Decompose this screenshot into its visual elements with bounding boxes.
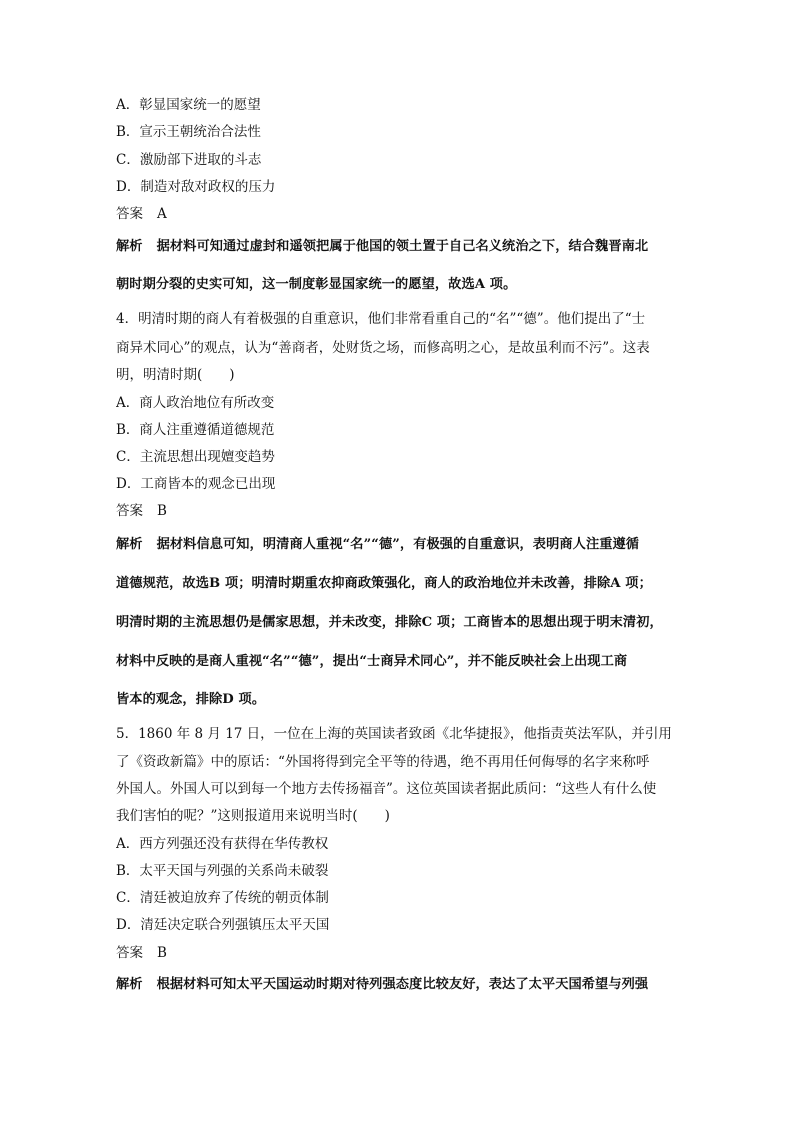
q5-analysis-line: 解析 根据材料可知太平天国运动时期对待列强态度比较友好，表达了太平天国希望与列强 (116, 977, 649, 992)
q5-stem-line: 了《资政新篇》中的原话：“外国将得到完全平等的待遇，绝不再用任何侮辱的名字来称呼 (116, 754, 650, 770)
q5-stem-line: 我们害怕的呢？”这则报道用来说明当时( ) (116, 808, 390, 824)
answer-value: B (157, 945, 167, 961)
q4-stem-line: 商异术同心”的观点，认为“善商者，处财货之场，而修高明之心，是故虽利而不污”。这表 (116, 340, 650, 356)
q3-option-a: A．彰显国家统一的愿望 (116, 97, 261, 113)
q4-analysis-line: 材料中反映的是商人重视“名”“德”，提出“士商异术同心”，并不能反映社会上出现工商 (116, 654, 628, 669)
q4-stem-line: 4．明清时期的商人有着极强的自重意识，他们非常看重自己的“名”“德”。他们提出了“士 (116, 311, 646, 327)
answer-label: 答案 (116, 206, 143, 222)
q4-analysis-line: 明清时期的主流思想仍是儒家思想，并未改变，排除C 项；工商皆本的思想出现于明末清初， (116, 615, 663, 630)
q3-analysis-line: 解析 据材料可知通过虚封和遥领把属于他国的领土置于自己名义统治之下，结合魏晋南北 (116, 239, 649, 254)
q4-option-c: C．主流思想出现嬗变趋势 (116, 449, 275, 465)
q4-stem-line: 明，明清时期( ) (116, 367, 235, 383)
analysis-label: 解析 (116, 977, 143, 992)
q4-answer (116, 502, 686, 520)
q5-stem-line: 外国人。外国人可以到每一个地方去传扬福音”。这位英国读者据此质问：“这些人有什么使 (116, 781, 657, 797)
q4-analysis-line: 解析 据材料信息可知，明清商人重视“名”“德”，有极强的自重意识，表明商人注重遵循 (116, 537, 640, 552)
answer-label: 答案 (116, 503, 143, 519)
answer-label: 答案 (116, 945, 143, 961)
q3-option-b: B．宣示王朝统治合法性 (116, 124, 261, 140)
q4-option-a: A．商人政治地位有所改变 (116, 395, 275, 411)
q5-option-a: A．西方列强还没有获得在华传教权 (116, 836, 329, 852)
q4-analysis-line: 皆本的观念，排除D 项。 (116, 692, 266, 707)
q4-analysis-line: 道德规范，故选B 项；明清时期重农抑商政策强化，商人的政治地位并未改善，排除A 项； (116, 576, 652, 591)
q5-option-d: D．清廷决定联合列强镇压太平天国 (116, 917, 330, 933)
q5-stem-line: 5．1860 年 8 月 17 日，一位在上海的英国读者致函《北华捷报》，他指责英法军队，并引用 (116, 726, 672, 742)
q5-option-c: C．清廷被迫放弃了传统的朝贡体制 (116, 890, 329, 906)
q3-answer (116, 205, 686, 223)
q5-option-b: B．太平天国与列强的关系尚未破裂 (116, 863, 329, 879)
q5-answer (116, 944, 686, 962)
answer-value: B (157, 503, 167, 519)
analysis-label: 解析 (116, 537, 143, 552)
q4-option-d: D．工商皆本的观念已出现 (116, 476, 276, 492)
q3-option-c: C．激励部下进取的斗志 (116, 152, 262, 168)
q4-option-b: B．商人注重遵循道德规范 (116, 422, 275, 438)
answer-value: A (157, 206, 167, 222)
q3-analysis-line: 朝时期分裂的史实可知，这一制度彰显国家统一的愿望，故选A 项。 (116, 277, 517, 292)
analysis-label: 解析 (116, 239, 143, 254)
q3-option-d: D．制造对敌对政权的压力 (116, 179, 276, 195)
